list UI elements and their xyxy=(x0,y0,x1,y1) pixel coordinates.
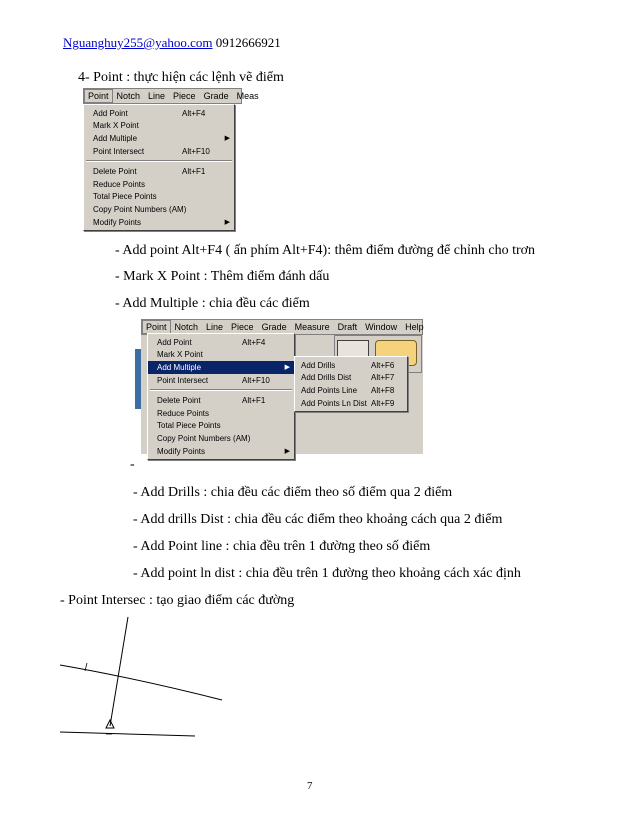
menu2-bar-line[interactable]: Line xyxy=(206,322,224,332)
menu2-bar-grade[interactable]: Grade xyxy=(261,322,287,332)
menu1-separator xyxy=(86,160,232,162)
menu2-item-reduce-points[interactable]: Reduce Points xyxy=(157,408,210,418)
menu2-item-delete-point[interactable]: Delete Point Alt+F1 xyxy=(157,396,266,406)
menu2-bar-help[interactable]: Help xyxy=(405,322,424,332)
menu2-bar-draft[interactable]: Draft xyxy=(337,322,358,332)
section-title: 4- Point : thực hiện các lệnh vẽ điểm xyxy=(78,70,284,85)
phone-number: 0912666921 xyxy=(215,35,281,50)
menu1-item-reduce-points[interactable]: Reduce Points xyxy=(93,179,146,189)
email-link[interactable]: Nguanghuy255@yahoo.com xyxy=(63,35,213,50)
menu1-bar-line[interactable]: Line xyxy=(148,91,166,101)
menu1-bar-notch[interactable]: Notch xyxy=(116,91,141,101)
menu2-item-add-multiple[interactable]: Add Multiple ▶ xyxy=(148,361,294,374)
submenu-arrow-icon: ▶ xyxy=(284,364,290,372)
menu1-item-copy-point-numbers[interactable]: Copy Point Numbers (AM) xyxy=(93,204,187,214)
submenu-item-add-points-line[interactable]: Add Points Line Alt+F8 xyxy=(301,385,395,395)
intersection-diagram xyxy=(55,612,225,747)
menu2-item-modify-points[interactable]: Modify Points ▶ xyxy=(157,446,290,456)
submenu-arrow-icon: ▶ xyxy=(224,135,230,143)
page-number: 7 xyxy=(307,780,313,792)
menu2-bar-notch[interactable]: Notch xyxy=(174,322,199,332)
menu1-bar-point[interactable]: Point xyxy=(84,89,113,103)
menu1-bar-grade[interactable]: Grade xyxy=(203,91,229,101)
bullet-add-point: - Add point Alt+F4 ( ấn phím Alt+F4): thêm điểm đường để chỉnh cho trơn xyxy=(115,243,536,258)
stray-dash: - xyxy=(130,457,135,472)
menu2-item-copy-point-numbers[interactable]: Copy Point Numbers (AM) xyxy=(157,433,251,443)
bullet-mark-x-point: - Mark X Point : Thêm điểm đánh dấu xyxy=(115,269,330,284)
menu1-item-delete-point[interactable]: Delete Point Alt+F1 xyxy=(93,167,206,177)
menu2-bar-measure[interactable]: Measure xyxy=(294,322,330,332)
submenu-arrow-icon: ▶ xyxy=(224,219,230,227)
menu1-item-add-point[interactable]: Add Point Alt+F4 xyxy=(93,108,206,118)
menu2-bar-window[interactable]: Window xyxy=(365,322,398,332)
menu1-dropdown xyxy=(83,104,235,231)
menu-screenshot-2 xyxy=(141,319,423,454)
add-multiple-submenu xyxy=(294,356,408,412)
menu1-item-mark-x-point[interactable]: Mark X Point xyxy=(93,121,139,131)
menu2-item-point-intersect[interactable]: Point Intersect Alt+F10 xyxy=(157,375,270,385)
submenu-item-add-drills-dist[interactable]: Add Drills Dist Alt+F7 xyxy=(301,373,395,383)
menu2-item-total-piece-points[interactable]: Total Piece Points xyxy=(157,421,221,431)
menu2-bar-point[interactable]: Point xyxy=(142,320,171,334)
vertical-line xyxy=(110,617,128,726)
bullet-add-point-line: - Add Point line : chia đều trên 1 đường theo số điểm xyxy=(133,539,431,554)
menu-screenshot-1 xyxy=(83,88,259,227)
menu2-dropdown xyxy=(147,333,295,460)
menu1-bar xyxy=(83,88,259,104)
header-contact xyxy=(63,35,281,51)
menu1-bar-measure[interactable]: Meas xyxy=(236,91,259,101)
menu2-bar-piece[interactable]: Piece xyxy=(231,322,254,332)
menu1-item-modify-points[interactable]: Modify Points ▶ xyxy=(93,217,230,227)
menu1-item-add-multiple[interactable]: Add Multiple ▶ xyxy=(93,133,230,143)
side-strip xyxy=(135,349,141,409)
menu1-item-point-intersect[interactable]: Point Intersect Alt+F10 xyxy=(93,146,210,156)
bullet-add-drills: - Add Drills : chia đều các điểm theo số điểm qua 2 điểm xyxy=(133,485,453,500)
bottom-line xyxy=(60,732,195,736)
bullet-add-drills-dist: - Add drills Dist : chia đều các điểm theo khoảng cách qua 2 điểm xyxy=(133,512,503,527)
bullet-add-point-ln-dist: - Add point ln dist : chia đều trên 1 đường theo khoảng cách xác định xyxy=(133,566,521,581)
bullet-add-multiple: - Add Multiple : chia đều các điểm xyxy=(115,296,310,311)
point-intersec-text: - Point Intersec : tạo giao điểm các đường xyxy=(60,593,295,608)
menu2-item-mark-x-point[interactable]: Mark X Point xyxy=(157,350,203,360)
menu2-item-add-point[interactable]: Add Point Alt+F4 xyxy=(157,337,266,347)
menu1-item-total-piece-points[interactable]: Total Piece Points xyxy=(93,192,157,202)
curved-line xyxy=(60,665,222,700)
submenu-arrow-icon: ▶ xyxy=(284,448,290,456)
menu1-bar-piece[interactable]: Piece xyxy=(173,91,196,101)
submenu-item-add-drills[interactable]: Add Drills Alt+F6 xyxy=(301,360,395,370)
submenu-item-add-points-ln-dist[interactable]: Add Points Ln Dist Alt+F9 xyxy=(301,398,395,408)
menu2-separator xyxy=(150,389,292,391)
